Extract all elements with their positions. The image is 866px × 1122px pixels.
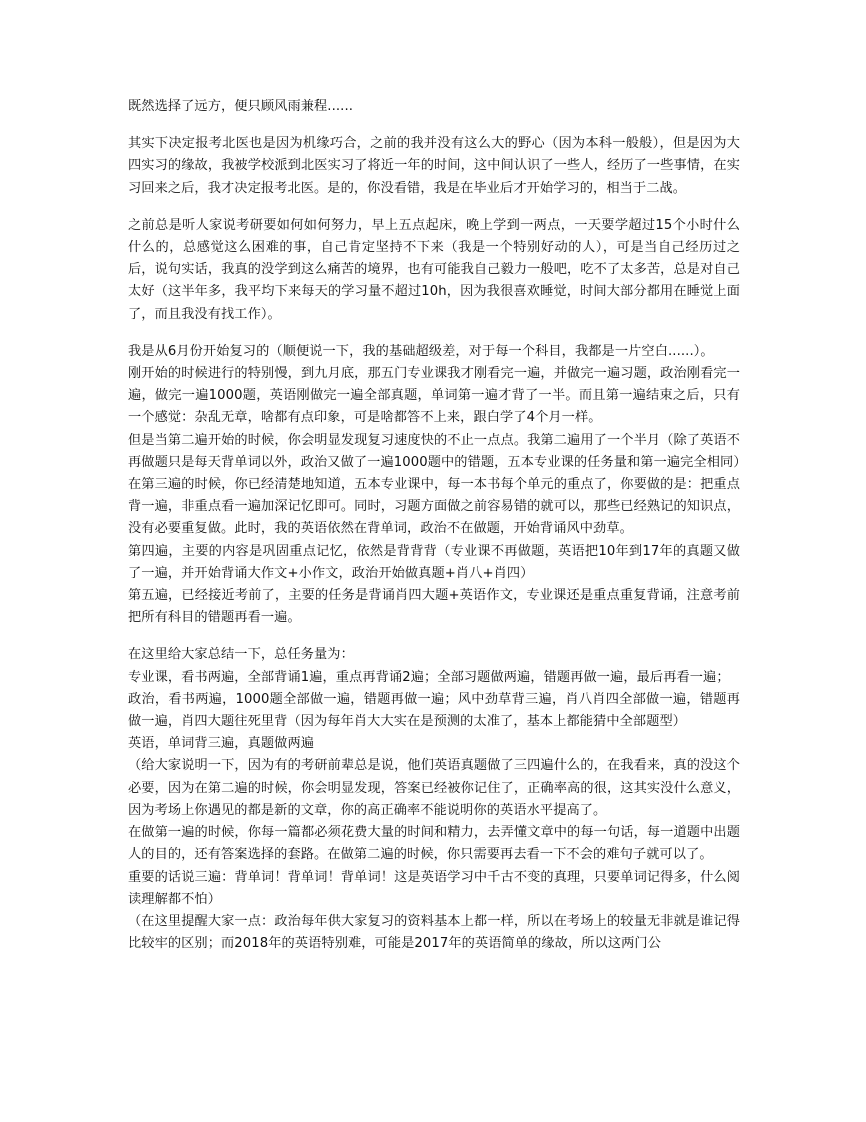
paragraph-vocabulary: 重要的话说三遍：背单词！背单词！背单词！这是英语学习中千古不变的真理，只要单词记得多，什么阅读理解都不怕） bbox=[128, 869, 740, 907]
paragraph-gap bbox=[128, 326, 740, 341]
paragraph-english-note: （给大家说明一下，因为有的考研前辈总是说，他们英语真题做了三四遍什么的，在我看来，真的没这个必要，因为在第二遍的时候，你会明显发现，答案已经被你记住了，正确率高的很，这其实没什么意义，因为考场上你遇见的都是新的文章，你的高正确率不能说明你的英语水平提高了。 bbox=[128, 758, 740, 818]
document-page bbox=[128, 96, 747, 955]
paragraph-summary-politics: 政治，看书两遍，1000题全部做一遍，错题再做一遍；风中劲草背三遍，肖八肖四全部做一遍，错题再做一遍，肖四大题往死里背（因为每年肖大大实在是预测的太准了，基本上都能猜中全部题型） bbox=[128, 691, 740, 730]
paragraph-gap bbox=[128, 200, 740, 215]
paragraph-fifth-pass: 第五遍，已经接近考前了，主要的任务是背诵肖四大题+英语作文，专业课还是重点重复背诵，注意考前把所有科目的错题再看一遍。 bbox=[128, 588, 740, 626]
paragraph-summary-heading: 在这里给大家总结一下，总任务量为： bbox=[128, 647, 354, 663]
paragraph-intro: 既然选择了远方，便只顾风雨兼程...... bbox=[128, 99, 354, 114]
paragraph-summary-english: 英语，单词背三遍，真题做两遍 bbox=[128, 736, 315, 752]
paragraph-third-pass: 在第三遍的时候，你已经清楚地知道，五本专业课中，每一本书每个单元的重点了，你要做的是：把重点背一遍，非重点看一遍加深记忆即可。同时，习题方面做之前容易错的就可以，那些已经熟记的知识点，没有必要重复做。此时，我的英语依然在背单词，政治不在做题，开始背诵风中劲草。 bbox=[128, 477, 740, 537]
paragraph-effort: 之前总是听人家说考研要如何如何努力，早上五点起床，晚上学到一两点，一天要学超过15个小时什么什么的，总感觉这么困难的事，自己肯定坚持不下来（我是一个特别好动的人），可是当自己经历过之后，说句实话，我真的没学到这么痛苦的境界，也有可能我自己毅力一般吧，吃不了太多苦，总是对自己太好（这半年多，我平均下来每天的学习量不超过10h，因为我很喜欢睡觉，时间大部分都用在睡觉上面了，而且我没有找工作）。 bbox=[128, 217, 740, 322]
paragraph-second-pass: 但是当第二遍开始的时候，你会明显发现复习速度快的不止一点点。我第二遍用了一个半月（除了英语不再做题只是每天背单词以外，政治又做了一遍1000题中的错题，五本专业课的任务量和第一遍完全相同） bbox=[128, 432, 747, 470]
paragraph-reason: 其实下决定报考北医也是因为机缘巧合，之前的我并没有这么大的野心（因为本科一般般），但是因为大四实习的缘故，我被学校派到北医实习了将近一年的时间，这中间认识了一些人，经历了一些事情，在实习回来之后，我才决定报考北医。是的，你没看错，我是在毕业后才开始学习的，相当于二战。 bbox=[128, 136, 740, 196]
paragraph-start: 我是从6月份开始复习的（顺便说一下，我的基础超级差，对于每一个科目，我都是一片空白......）。 bbox=[128, 343, 714, 359]
paragraph-reminder: （在这里提醒大家一点：政治每年供大家复习的资料基本上都一样，所以在考场上的较量无非就是谁记得比较牢的区别；而2018年的英语特别难，可能是2017年的英语简单的缘故，所以这两门公 bbox=[128, 913, 740, 952]
paragraph-first-pass: 刚开始的时候进行的特别慢，到九月底，那五门专业课我才刚看完一遍，并做完一遍习题，政治刚看完一遍，做完一遍1000题，英语刚做完一遍全部真题，单词第一遍才背了一半。而且第一遍结束之后，只有一个感觉：杂乱无章，啥都有点印象，可是啥都答不上来，跟白学了4个月一样。 bbox=[128, 366, 740, 426]
paragraph-fourth-pass: 第四遍，主要的内容是巩固重点记忆，依然是背背背（专业课不再做题，英语把10年到17年的真题又做了一遍，并开始背诵大作文+小作文，政治开始做真题+肖八+肖四） bbox=[128, 543, 740, 581]
paragraph-gap bbox=[128, 118, 740, 133]
paragraph-english-first-pass: 在做第一遍的时候，你每一篇都必须花费大量的时间和精力，去弄懂文章中的每一句话，每一道题中出题人的目的，还有答案选择的套路。在做第二遍的时候，你只需要再去看一下不会的难句子就可以了。 bbox=[128, 825, 740, 863]
paragraph-summary-major: 专业课，看书两遍，全部背诵1遍，重点再背诵2遍；全部习题做两遍，错题再做一遍，最后再看一遍； bbox=[128, 669, 730, 685]
paragraph-gap bbox=[128, 629, 740, 644]
